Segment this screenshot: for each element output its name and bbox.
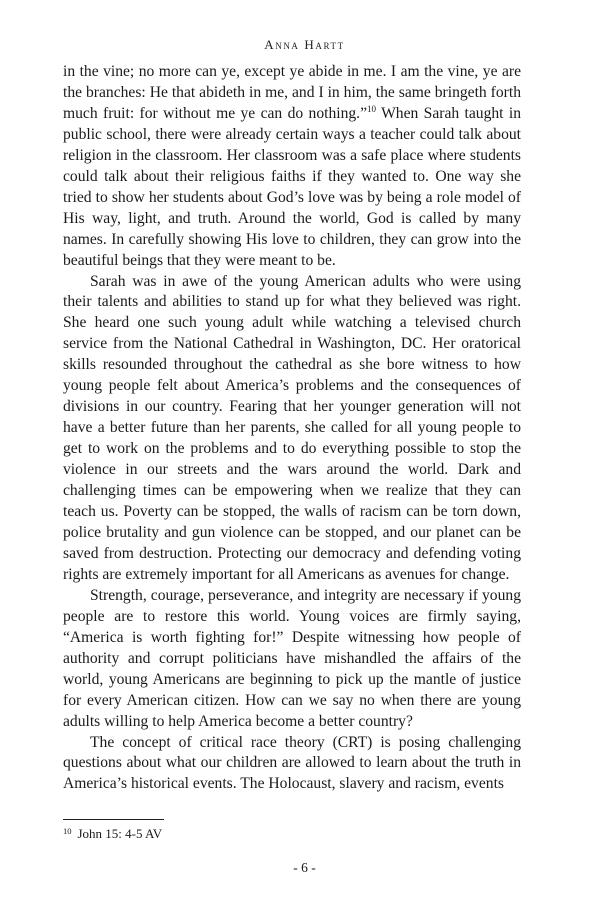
paragraph-2: Sarah was in awe of the young American adults who were using their talents and abilities to stand up for what they believed was right. She heard one such young adult while watching a televised church service from the National Cathedral in Washington, DC. Her oratorical skills resounded throughout the cathedral as she bore witness to how young people felt about America’s problems and the consequences of divisions in our country. Fearing that her younger generation will not have a better future than her parents, she called for all young people to get to work on the problems and to do everything possible to stop the violence in our streets and the wars around the world. Dark and challenging times can be empowering when we realize that they can teach us. Poverty can be stopped, the walls of racism can be torn down, police brutality and gun violence can be stopped, and our planet can be saved from destruction. Protecting our democracy and defending voting rights are extremely important for all Americans as avenues for change. bbox=[63, 272, 521, 583]
footnote-number: 10 bbox=[63, 826, 72, 836]
footnote bbox=[63, 826, 162, 842]
footnote-divider bbox=[63, 819, 164, 820]
running-head: Anna Hartt bbox=[264, 37, 345, 52]
paragraph-1-text-after-note: When Sarah taught in public school, there were already certain ways a teacher could talk about religion in the classroom. Her classroom was a safe place where students could talk about their religious faiths if they wanted to. One way she tried to show her students about God’s love was by being a role model of His way, light, and truth. Around the world, God is called by many names. In carefully showing His love to children, they can grow into the beautiful beings that they were meant to be. bbox=[63, 104, 521, 269]
page-number: - 6 - bbox=[293, 860, 316, 875]
footnote-text: John 15: 4-5 AV bbox=[77, 826, 163, 841]
paragraph-1-text-before-note: in the vine; no more can ye, except ye abide in me. I am the vine, ye are the branches: He that abideth in me, and I in him, the same bringeth forth much fruit: for without me ye can do nothing.” bbox=[63, 63, 521, 122]
paragraph-4: The concept of critical race theory (CRT) is posing challenging questions about what our children are allowed to learn about the truth in America’s historical events. The Holocaust, slavery and racism, events bbox=[63, 733, 521, 793]
body-text bbox=[63, 62, 521, 795]
paragraph-1 bbox=[63, 62, 521, 272]
footnote-reference[interactable]: 10 bbox=[367, 103, 376, 114]
paragraph-3: Strength, courage, perseverance, and integrity are necessary if young people are to restore this world. Young voices are firmly saying, “America is worth fighting for!” Despite witnessing how people of authority and corrupt politicians have mishandled the affairs of the world, young Americans are beginning to pick up the mantle of justice for every American citizen. How can we say no when there are young adults willing to help America become a better country? bbox=[63, 586, 521, 730]
